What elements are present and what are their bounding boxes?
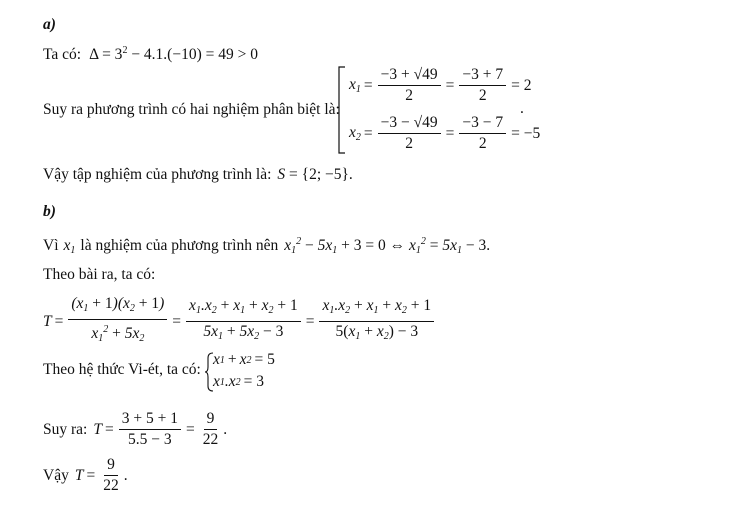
discriminant-formula: $\Delta = 3^2 - 4.1.(-10) = 49 > 0$ [89,45,258,63]
T-expression: T = $\frac{(x_1 + 1)(x_2 + 1)}{x_1^2 + 5x_2}$ = $\frac{x_1.x_2 + x_1 + x_2 + 1}{5x_1 + 5x_2 - 3}$ = $\frac{x_1.x_2 + x_1 + x_2 + 1}{5(x_1 + x_2) - 3}$ [43,295,436,348]
given-line: Theo bài ra, ta có: [43,266,156,283]
part-b-heading: b) [43,203,56,220]
root-property-line: Vì $x_1$ là nghiệm của phương trình nên $x_1^2 - 5x_1 + 3 = 0$ ⇔ $x_1^2 = 5x_1 - 3$. [43,236,491,256]
discriminant-line [43,45,258,64]
roots-bracket [337,66,347,154]
root-x1: $x_1$ = $\frac{-3 + √49}{2}$ = $\frac{-3 + 7}{2}$ = 2 [349,66,532,104]
vieta-product: x 1 .x 2 = 3 [213,373,265,390]
period-mark: . [520,100,524,117]
root-x2: $x_2$ = $\frac{-3 - √49}{2}$ = $\frac{-3 - 7}{2}$ = −5 [349,114,541,152]
root-equation: $x_1^2 - 5x_1 + 3 = 0$ ⇔ $x_1^2 = 5x_1 - 3$. [284,236,491,256]
solution-set: S = {2; −5}. [277,166,353,183]
vieta-sum: x 1 + x 2 = 5 [213,351,275,368]
vieta-label-line: Theo hệ thức Vi-ét, ta có: [43,361,201,378]
discriminant-label: Ta có: [43,45,82,63]
solution-set-label: Vậy tập nghiệm của phương trình là: [43,166,272,183]
final-answer-line: Vậy T = $\frac{9}{22}$ . [43,456,128,494]
part-a-heading: a) [43,16,56,33]
T-value-line: Suy ra: T = $\frac{3 + 5 + 1}{5.5 - 3}$ = $\frac{9}{22}$ . [43,410,228,448]
roots-label: Suy ra phương trình có hai nghiệm phân biệt là: [43,101,340,118]
roots-label-line [43,101,340,119]
solution-set-line [43,166,353,184]
